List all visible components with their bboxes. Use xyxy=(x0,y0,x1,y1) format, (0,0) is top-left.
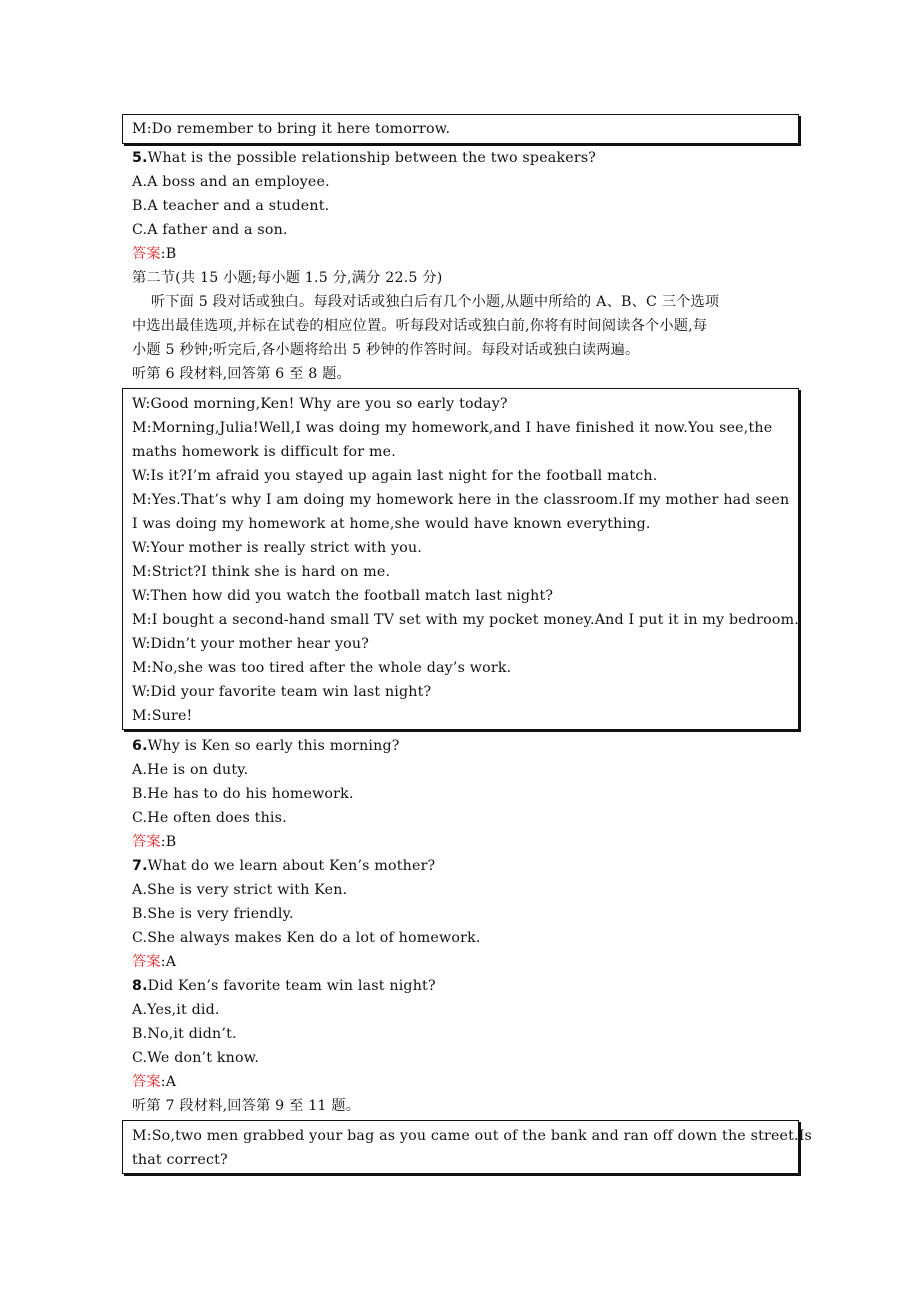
transcript-line: that correct? xyxy=(132,1152,228,1168)
question-8 xyxy=(132,974,436,998)
transcript-line: W:Good morning,Ken! Why are you so early today? xyxy=(132,396,508,412)
answer-5 xyxy=(132,242,176,266)
answer-label: 答案 xyxy=(132,1074,161,1090)
transcript-line: M:No,she was too tired after the whole day’s work. xyxy=(132,660,512,676)
option-a: A.He is on duty. xyxy=(132,762,249,778)
instruction-line: 中选出最佳选项,并标在试卷的相应位置。听每段对话或独白前,你将有时间阅读各个小题,每 xyxy=(132,318,708,334)
question-stem: What do we learn about Ken’s mother? xyxy=(147,858,436,874)
transcript-line: M:So,two men grabbed your bag as you came out of the bank and ran off down the street.Is xyxy=(132,1128,813,1144)
section-heading: 第二节(共 15 小题;每小题 1.5 分,满分 22.5 分) xyxy=(132,270,443,286)
option-c: C.He often does this. xyxy=(132,810,287,826)
question-number: 8. xyxy=(132,978,148,994)
option-b: B.No,it didn’t. xyxy=(132,1026,237,1042)
instruction-line: 小题 5 秒钟;听完后,各小题将给出 5 秒钟的作答时间。每段对话或独白读两遍。 xyxy=(132,342,640,358)
option-c: C.She always makes Ken do a lot of homework. xyxy=(132,930,481,946)
question-5 xyxy=(132,146,596,170)
transcript-box-2 xyxy=(122,388,799,730)
answer-label: 答案 xyxy=(132,834,161,850)
question-number: 5. xyxy=(132,150,148,166)
question-stem: What is the possible relationship between the two speakers? xyxy=(147,150,597,166)
transcript-line: M:Morning,Julia!Well,I was doing my homework,and I have finished it now.You see,the xyxy=(132,420,773,436)
transcript-line: M:Yes.That’s why I am doing my homework here in the classroom.If my mother had seen xyxy=(132,492,790,508)
question-stem: Why is Ken so early this morning? xyxy=(147,738,400,754)
transcript-line: I was doing my homework at home,she would have known everything. xyxy=(132,516,651,532)
material-6-heading: 听第 6 段材料,回答第 6 至 8 题。 xyxy=(132,366,351,382)
transcript-box-3 xyxy=(122,1120,813,1174)
question-6 xyxy=(132,734,400,758)
transcript-line: M:Do remember to bring it here tomorrow. xyxy=(132,121,451,137)
transcript-line: W:Did your favorite team win last night? xyxy=(132,684,432,700)
transcript-line: W:Is it?I’m afraid you stayed up again last night for the football match. xyxy=(132,468,658,484)
option-b: B.She is very friendly. xyxy=(132,906,294,922)
option-b: B.A teacher and a student. xyxy=(132,198,330,214)
answer-value: :A xyxy=(160,954,177,970)
transcript-line: M:I bought a second-hand small TV set with my pocket money.And I put it in my bedroom. xyxy=(132,612,799,628)
question-stem: Did Ken’s favorite team win last night? xyxy=(147,978,436,994)
answer-value: :A xyxy=(160,1074,177,1090)
question-7 xyxy=(132,854,435,878)
answer-value: :B xyxy=(160,834,177,850)
instruction-line: 听下面 5 段对话或独白。每段对话或独白后有几个小题,从题中所给的 A、B、C 三个选项 xyxy=(132,294,720,310)
option-a: A.Yes,it did. xyxy=(132,1002,220,1018)
question-number: 7. xyxy=(132,858,148,874)
transcript-line: M:Sure! xyxy=(132,708,193,724)
question-number: 6. xyxy=(132,738,148,754)
transcript-line: W:Didn’t your mother hear you? xyxy=(132,636,370,652)
material-7-heading: 听第 7 段材料,回答第 9 至 11 题。 xyxy=(132,1098,361,1114)
answer-label: 答案 xyxy=(132,954,161,970)
answer-label: 答案 xyxy=(132,246,161,262)
transcript-line: maths homework is difficult for me. xyxy=(132,444,396,460)
transcript-line: W:Then how did you watch the football match last night? xyxy=(132,588,554,604)
option-b: B.He has to do his homework. xyxy=(132,786,354,802)
option-a: A.A boss and an employee. xyxy=(132,174,330,190)
transcript-line: M:Strict?I think she is hard on me. xyxy=(132,564,391,580)
option-c: C.We don’t know. xyxy=(132,1050,260,1066)
answer-8 xyxy=(132,1070,176,1094)
transcript-box-1 xyxy=(122,114,799,144)
answer-7 xyxy=(132,950,176,974)
answer-value: :B xyxy=(160,246,177,262)
transcript-line: W:Your mother is really strict with you. xyxy=(132,540,423,556)
answer-6 xyxy=(132,830,176,854)
option-a: A.She is very strict with Ken. xyxy=(132,882,348,898)
option-c: C.A father and a son. xyxy=(132,222,288,238)
